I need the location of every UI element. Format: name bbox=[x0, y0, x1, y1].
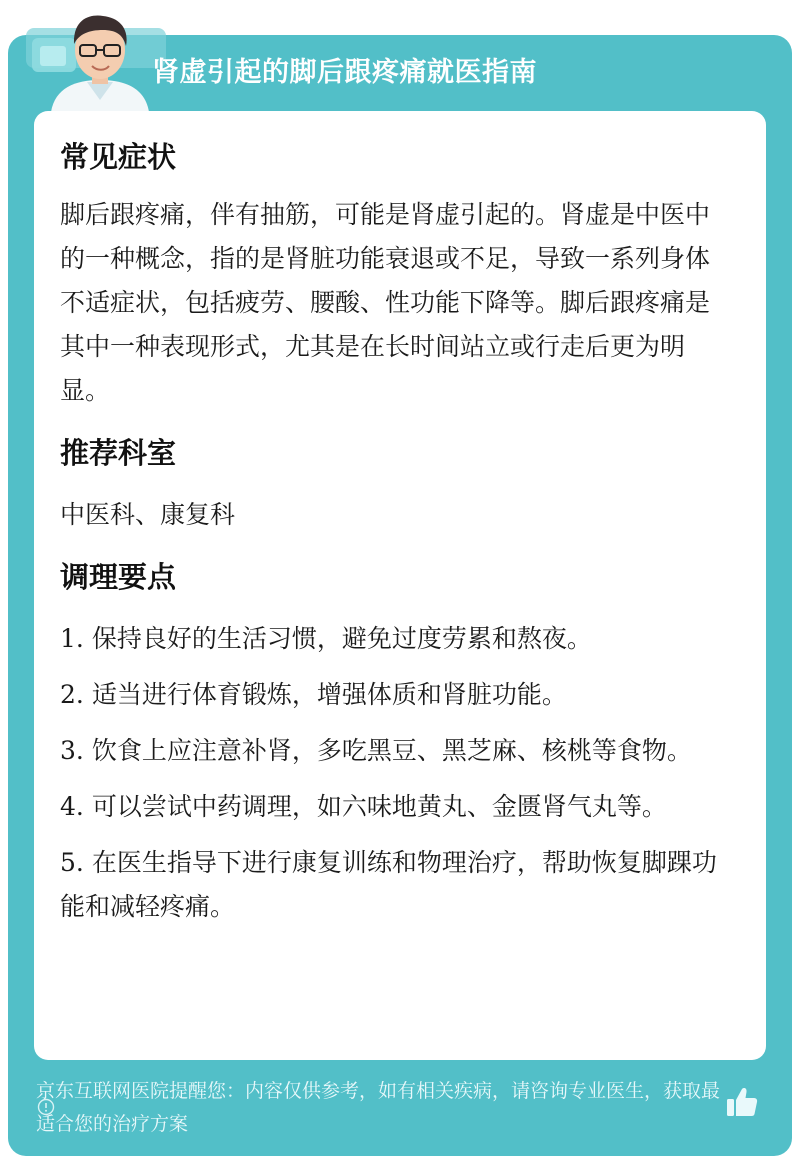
list-item: 2. 适当进行体育锻炼，增强体质和肾脏功能。 bbox=[60, 680, 567, 709]
departments-title: 推荐科室 bbox=[60, 436, 177, 470]
content-card bbox=[34, 111, 766, 1060]
disclaimer-text: 京东互联网医院提醒您：内容仅供参考，如有相关疾病，请咨询专业医生，获取最适合您的治疗方案 bbox=[36, 1080, 721, 1135]
doctor-avatar-icon bbox=[45, 8, 155, 112]
list-item: 1. 保持良好的生活习惯，避免过度劳累和熬夜。 bbox=[60, 624, 592, 653]
list-item: 4. 可以尝试中药调理，如六味地黄丸、金匮肾气丸等。 bbox=[60, 792, 667, 821]
symptoms-title: 常见症状 bbox=[60, 140, 177, 174]
thumbs-up-icon[interactable] bbox=[724, 1084, 760, 1120]
list-item: 3. 饮食上应注意补肾，多吃黑豆、黑芝麻、核桃等食物。 bbox=[60, 736, 692, 765]
care-title: 调理要点 bbox=[60, 560, 177, 594]
list-item: 5. 在医生指导下进行康复训练和物理治疗，帮助恢复脚踝功能和减轻疼痛。 bbox=[60, 848, 717, 921]
departments-body: 中医科、康复科 bbox=[60, 500, 236, 529]
page-title: 肾虚引起的脚后跟疼痛就医指南 bbox=[152, 57, 537, 88]
symptoms-body: 脚后跟疼痛，伴有抽筋，可能是肾虚引起的。肾虚是中医中的一种概念，指的是肾脏功能衰退或不足，导致一系列身体不适症状，包括疲劳、腰酸、性功能下降等。脚后跟疼痛是其中一种表现形式，尤其是在长时间站立或行走后更为明显。 bbox=[60, 200, 711, 405]
